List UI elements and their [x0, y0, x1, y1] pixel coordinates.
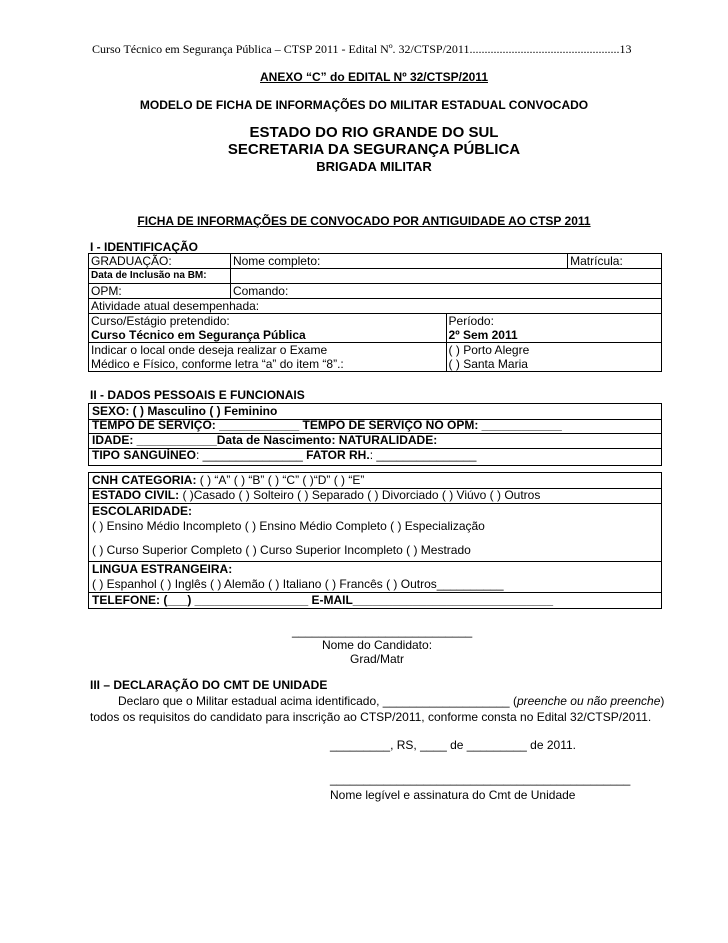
periodo-field[interactable] [446, 314, 661, 343]
opm-field[interactable]: OPM: [89, 284, 231, 299]
tipo-sanguineo-blank: : _______________ [196, 448, 307, 462]
graduacao-field[interactable]: GRADUAÇÃO: [89, 254, 231, 269]
nome-field[interactable]: Nome completo: [230, 254, 567, 269]
fator-rh-blank: : _______________ [369, 448, 477, 462]
estado-civil-options: ( )Casado ( ) Solteiro ( ) Separado ( ) Divorciado ( ) Viúvo ( ) Outros [179, 488, 541, 502]
telefone-row[interactable]: TELEFONE: (___) _________________ E-MAIL______________________________ [88, 593, 662, 609]
section-personal-title: II - DADOS PESSOAIS E FUNCIONAIS [90, 388, 305, 402]
candidate-signature [292, 624, 473, 666]
annex-title: ANEXO “C” do EDITAL Nº 32/CTSP/2011 [260, 70, 488, 84]
lingua-options: ( ) Espanhol ( ) Inglês ( ) Alemão ( ) Italiano ( ) Francês ( ) Outros__________ [92, 577, 504, 591]
exam-location-line-1: Indicar o local onde deseja realizar o Exame [91, 343, 328, 357]
page-header: Curso Técnico em Segurança Pública – CTSP 2011 - Edital Nº. 32/CTSP/2011..................................................13 [92, 42, 632, 56]
identification-table [88, 253, 662, 372]
periodo-label: Período: [448, 314, 494, 328]
curso-value: Curso Técnico em Segurança Pública [91, 328, 306, 342]
data-inclusao-field[interactable]: Data de Inclusão na BM: [89, 269, 231, 284]
exam-location-options [446, 343, 661, 372]
lingua-row[interactable] [88, 562, 662, 593]
tempo-servico-row[interactable]: TEMPO DE SERVIÇO: ____________ TEMPO DE SERVIÇO NO OPM: ____________ [88, 418, 662, 434]
section-declaration-title: III – DECLARAÇÃO DO CMT DE UNIDADE [90, 678, 328, 692]
org-secretariat: SECRETARIA DA SEGURANÇA PÚBLICA [227, 141, 521, 158]
declaration-text-b: ) [660, 694, 665, 708]
org-header [0, 124, 728, 175]
declaration-option: preenche ou não preenche [516, 694, 661, 708]
org-state: ESTADO DO RIO GRANDE DO SUL [249, 124, 499, 141]
declaration-line-2: todos os requisitos do candidato para inscrição ao CTSP/2011, conforme consta no Edital 32/CTSP/2011. [90, 710, 652, 724]
option-santa-maria[interactable]: ( ) Santa Maria [448, 357, 528, 371]
sexo-row[interactable]: SEXO: ( ) Masculino ( ) Feminino [88, 403, 662, 420]
escolaridade-row[interactable] [88, 504, 662, 562]
form-title: FICHA DE INFORMAÇÕES DE CONVOCADO POR ANTIGUIDADE AO CTSP 2011 [137, 214, 591, 228]
atividade-field[interactable]: Atividade atual desempenhada: [89, 299, 662, 314]
declaration-date[interactable]: _________, RS, ____ de _________ de 2011. [330, 738, 576, 752]
cnh-options: ( ) “A” ( ) “B” ( ) “C” ( )“D” ( ) “E” [196, 473, 365, 487]
section-identification-title: I - IDENTIFICAÇÃO [90, 240, 198, 254]
option-porto-alegre[interactable]: ( ) Porto Alegre [448, 343, 530, 357]
fator-rh-label: FATOR RH. [306, 448, 370, 462]
commander-signature-label: Nome legível e assinatura do Cmt de Unidade [330, 788, 576, 802]
periodo-value: 2º Sem 2011 [448, 328, 518, 342]
estado-civil-row[interactable] [88, 488, 662, 504]
estado-civil-label: ESTADO CIVIL: [92, 488, 180, 502]
declaration-text-a: Declaro que o Militar estadual acima identificado, ___________________ ( [118, 694, 517, 708]
data-inclusao-value[interactable] [230, 269, 661, 284]
candidate-grad-label: Grad/Matr [349, 652, 404, 666]
model-title: MODELO DE FICHA DE INFORMAÇÕES DO MILITAR ESTADUAL CONVOCADO [139, 98, 589, 112]
exam-location-question [89, 343, 447, 372]
idade-row[interactable]: IDADE: ____________Data de Nascimento: NATURALIDADE: [88, 433, 662, 449]
candidate-signature-line[interactable]: ___________________________ [292, 624, 473, 638]
curso-label: Curso/Estágio pretendido: [91, 314, 230, 328]
cnh-row[interactable] [88, 472, 662, 489]
cnh-label: CNH CATEGORIA: [92, 473, 197, 487]
declaration-line-1 [118, 694, 664, 708]
matricula-field[interactable]: Matrícula: [568, 254, 662, 269]
candidate-name-label: Nome do Candidato: [321, 638, 433, 652]
commander-signature-line[interactable]: _____________________________________________ [330, 772, 631, 786]
tipo-sanguineo-label: TIPO SANGUÍNEO [92, 448, 197, 462]
escolaridade-options-2: ( ) Curso Superior Completo ( ) Curso Superior Incompleto ( ) Mestrado [92, 543, 471, 557]
org-brigade: BRIGADA MILITAR [316, 159, 432, 174]
comando-field[interactable]: Comando: [230, 284, 661, 299]
lingua-label: LINGUA ESTRANGEIRA: [92, 562, 233, 576]
escolaridade-options-1: ( ) Ensino Médio Incompleto ( ) Ensino Médio Completo ( ) Especialização [92, 519, 485, 533]
tipo-sanguineo-row[interactable] [88, 448, 662, 466]
escolaridade-label: ESCOLARIDADE: [92, 504, 193, 518]
curso-field[interactable] [89, 314, 447, 343]
exam-location-line-2: Médico e Físico, conforme letra “a” do item “8”.: [91, 357, 344, 371]
